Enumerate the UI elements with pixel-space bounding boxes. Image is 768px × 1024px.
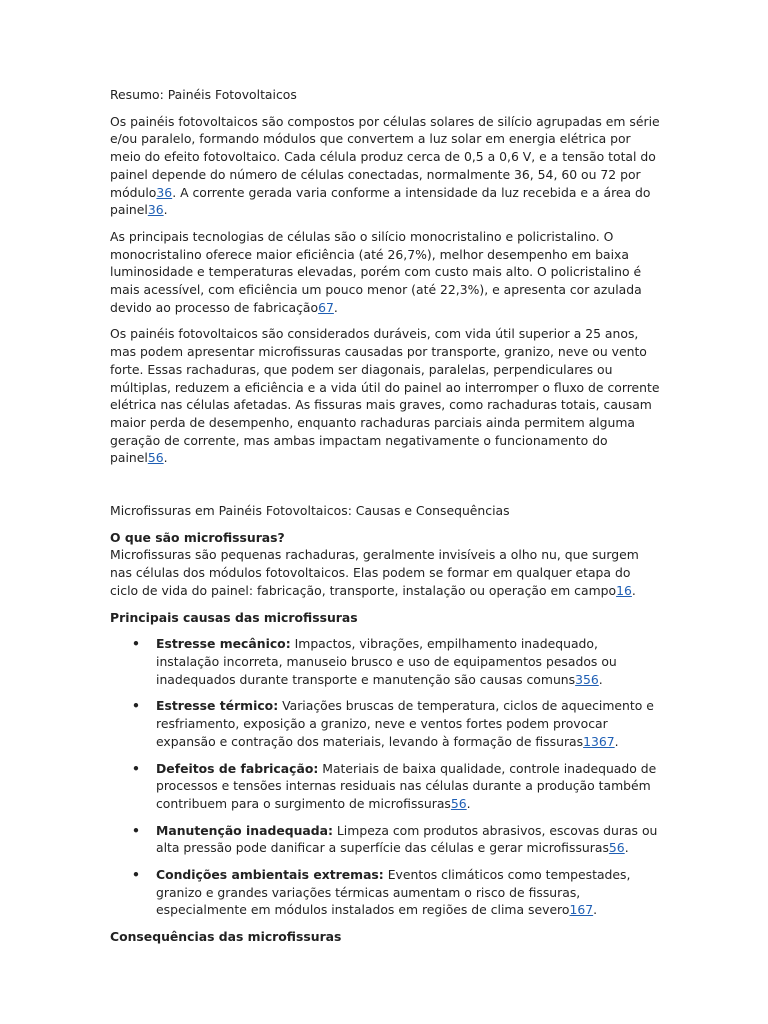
paragraph-technologies: [110, 228, 662, 317]
cause-term: Manutenção inadequada:: [156, 822, 333, 838]
reference-link[interactable]: 56: [147, 450, 164, 466]
cause-term: Condições ambientais extremas:: [156, 867, 384, 883]
bullet-icon: •: [132, 636, 140, 652]
cause-term: Estresse térmico:: [156, 698, 279, 714]
what-heading: O que são microfissuras?: [110, 529, 285, 545]
paragraph-text: As principais tecnologias de células são o silício monocristalino e policristalino. O monocristalino oferece maior eficiência (até 26,7%), melhor desempenho em baixa luminosidade e temperaturas elevadas, porém com custo mais alto. O policristalino é mais acessível, com eficiência um pouco menor (até 22,3%), e apresenta cor azulada devido ao processo de fabricação: [110, 228, 642, 315]
cause-text: Variações bruscas de temperatura, ciclos de aquecimento e resfriamento, exposição a granizo, neve e ventos fortes podem provocar expansão e contração dos materiais, levando à formação de fissuras: [156, 698, 654, 749]
cause-term: Defeitos de fabricação:: [156, 760, 319, 776]
cause-item-thermal-stress: [110, 697, 662, 750]
cause-text: Impactos, vibrações, empilhamento inadequado, instalação incorreta, manuseio brusco e uso de equipamentos pesados ou inadequados durante transporte e manutenção são causas comuns: [156, 636, 617, 687]
paragraph-end: .: [163, 202, 168, 218]
consequences-heading: Consequências das microfissuras: [110, 929, 342, 945]
cause-item-mechanical-stress: [110, 635, 662, 688]
cause-end: .: [466, 795, 471, 811]
reference-link[interactable]: 67: [318, 299, 334, 315]
reference-link[interactable]: 56: [450, 795, 467, 811]
cause-end: .: [598, 671, 603, 687]
paragraph-text: Os painéis fotovoltaicos são compostos por células solares de silício agrupadas em série e/ou paralelo, formando módulos que convertem a luz solar em energia elétrica por meio do efeito fotovoltaico. Cada célula produz cerca de 0,5 a 0,6 V, e a tensão total do painel depende do número de células conectadas, normalmente 36, 54, 60 ou 72 por módulo: [110, 113, 660, 200]
what-are-microcracks: [110, 529, 662, 600]
cause-end: .: [593, 902, 598, 918]
bullet-icon: •: [132, 760, 140, 776]
paragraph-composition: [110, 113, 662, 219]
cause-end: .: [614, 733, 619, 749]
cause-text: Materiais de baixa qualidade, controle inadequado de processos e tensões internas residuais nas células durante a produção também contribuem para o surgimento de microfissuras: [156, 760, 657, 811]
cause-item-inadequate-maintenance: [110, 822, 662, 857]
microcracks-title: Microfissuras em Painéis Fotovoltaicos: Causas e Consequências: [110, 503, 510, 519]
cause-text: Eventos climáticos como tempestades, granizo e grandes variações térmicas aumentam o risco de fissuras, especialmente em módulos instalados em regiões de clima severo: [156, 867, 631, 918]
paragraph-end: .: [333, 299, 338, 315]
paragraph-text: Microfissuras são pequenas rachaduras, geralmente invisíveis a olho nu, que surgem nas células dos módulos fotovoltaicos. Elas podem se formar em qualquer etapa do ciclo de vida do painel: fabricação, transporte, instalação ou operação em campo: [110, 547, 639, 598]
paragraph-text: Os painéis fotovoltaicos são considerados duráveis, com vida útil superior a 25 anos, mas podem apresentar microfissuras causadas por transporte, granizo, neve ou vento forte. Essas rachaduras, que podem ser diagonais, paralelas, perpendiculares ou múltiplas, reduzem a eficiência e a vida útil do painel ao interromper o fluxo de corrente elétrica nas células afetadas. As fissuras mais graves, como rachaduras totais, causam maior perda de desempenho, enquanto rachaduras parciais ainda permitem alguma geração de corrente, mas ambas impactam negativamente o funcionamento do painel: [110, 326, 660, 466]
reference-link[interactable]: 167: [569, 902, 594, 918]
paragraph-text: . A corrente gerada varia conforme a intensidade da luz recebida e a área do painel: [110, 184, 651, 218]
document-body: [110, 86, 662, 946]
reference-link[interactable]: 16: [616, 582, 632, 598]
section-spacer: [110, 476, 662, 502]
cause-item-manufacturing-defects: [110, 760, 662, 813]
paragraph-durability: [110, 325, 662, 467]
reference-link[interactable]: 36: [147, 202, 164, 218]
paragraph-end: .: [163, 450, 168, 466]
cause-item-extreme-conditions: [110, 866, 662, 919]
bullet-icon: •: [132, 867, 140, 883]
reference-link[interactable]: 1367: [583, 733, 615, 749]
causes-list: [110, 635, 662, 919]
cause-text: Limpeza com produtos abrasivos, escovas duras ou alta pressão pode danificar a superfície das células e gerar microfissuras: [156, 822, 658, 856]
cause-term: Estresse mecânico:: [156, 636, 291, 652]
reference-link[interactable]: 356: [575, 671, 599, 687]
summary-title: Resumo: Painéis Fotovoltaicos: [110, 87, 297, 102]
bullet-icon: •: [132, 698, 140, 714]
causes-heading: Principais causas das microfissuras: [110, 609, 358, 625]
paragraph-end: .: [631, 582, 636, 598]
cause-end: .: [624, 840, 629, 856]
reference-link[interactable]: 36: [156, 184, 173, 200]
bullet-icon: •: [132, 822, 140, 838]
reference-link[interactable]: 56: [608, 840, 625, 856]
